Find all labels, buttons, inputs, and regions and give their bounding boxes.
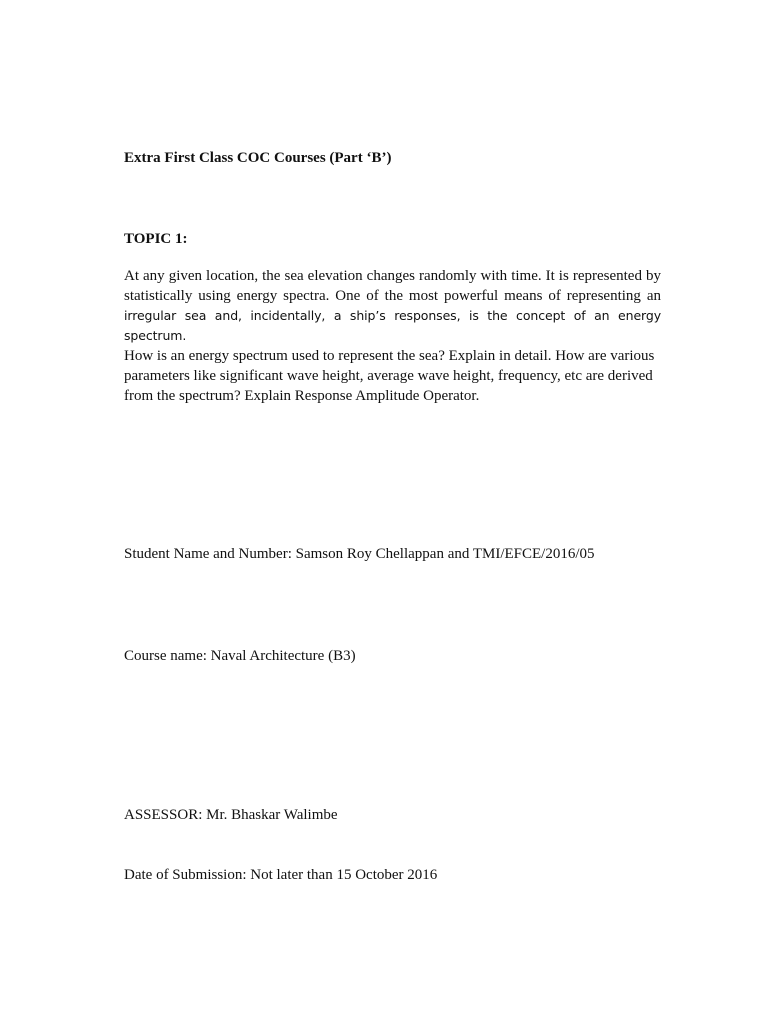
paragraph-text-continued: irregular sea and, incidentally, a ship’s responses, is the concept of an energy spectrum. (124, 308, 661, 343)
submission-date: Date of Submission: Not later than 15 October 2016 (124, 867, 438, 883)
student-name-number: Student Name and Number: Samson Roy Chellappan and TMI/EFCE/2016/05 (124, 546, 595, 562)
paragraph-text: At any given location, the sea elevation changes randomly with time. It is represented by statistically using energy spectra. One of the most powerful means of representing an (124, 268, 661, 304)
topic-questions-paragraph: How is an energy spectrum used to represent the sea? Explain in detail. How are various parameters like significant wave height, average wave height, frequency, etc are derived from the spectrum? Explain Response Amplitude Operator. (124, 348, 655, 404)
topic-description-paragraph (124, 266, 661, 346)
course-name: Course name: Naval Architecture (B3) (124, 648, 356, 664)
topic-heading: TOPIC 1: (124, 231, 188, 247)
assessor-name: ASSESSOR: Mr. Bhaskar Walimbe (124, 807, 338, 823)
document-title: Extra First Class COC Courses (Part ‘B’) (124, 150, 392, 166)
